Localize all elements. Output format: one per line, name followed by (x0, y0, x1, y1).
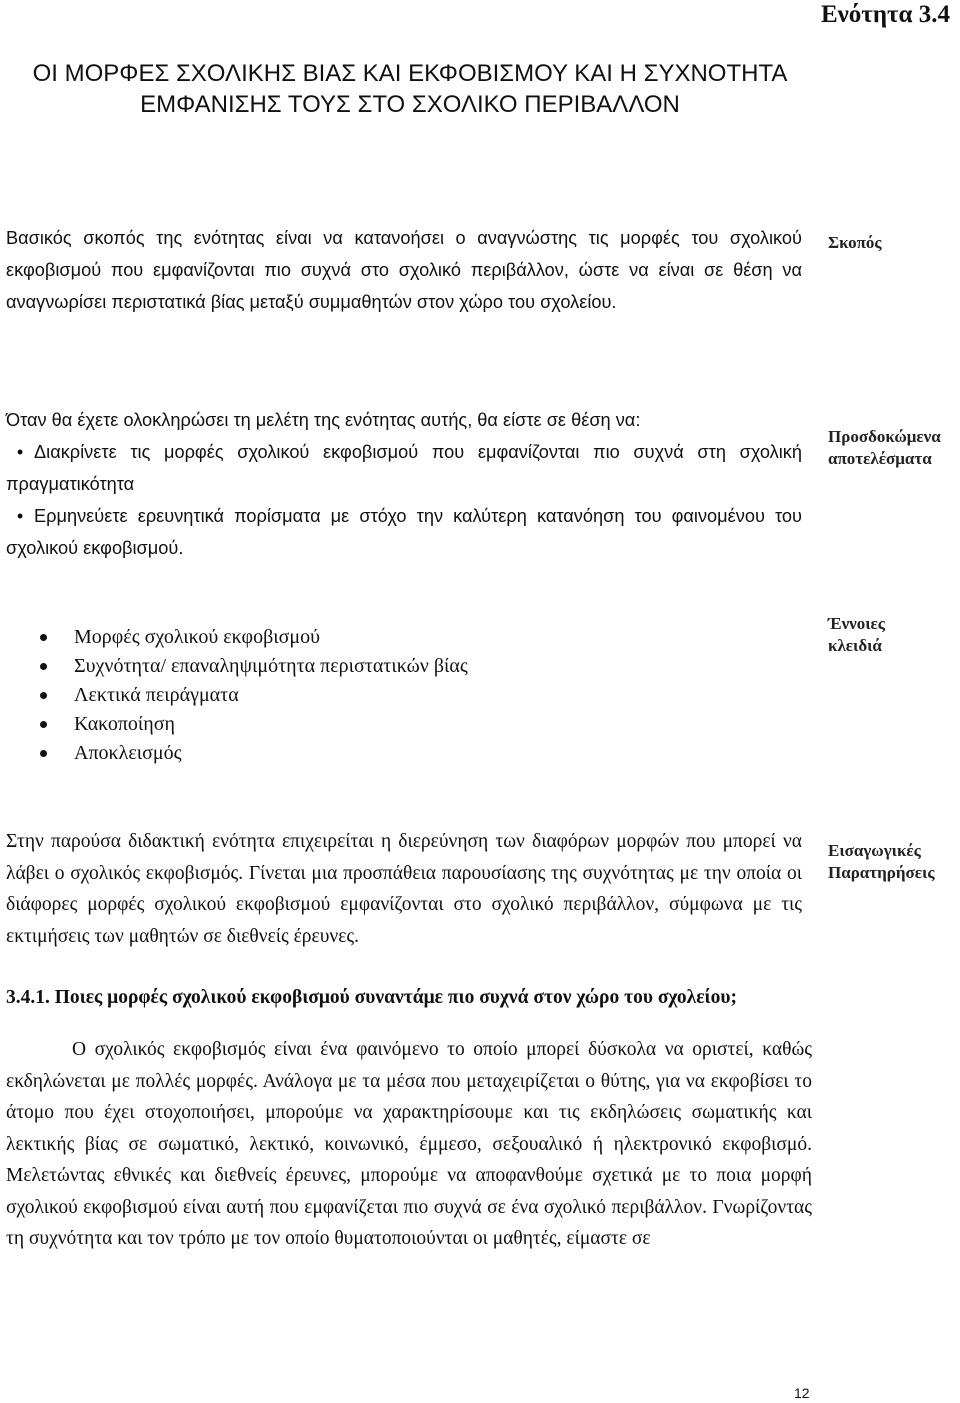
keywords-block (6, 623, 802, 768)
bullet-dot-icon (40, 750, 47, 757)
outcome-item: • Ερμηνεύετε ερευνητικά πορίσματα με στόχο την καλύτερη κατανόηση του φαινομένου του σχολικού εκφοβισμού. (6, 500, 802, 564)
page-title: ΟΙ ΜΟΡΦΕΣ ΣΧΟΛΙΚΗΣ ΒΙΑΣ ΚΑΙ ΕΚΦΟΒΙΣΜΟΥ ΚΑΙ Η ΣΥΧΝΟΤΗΤΑ ΕΜΦΑΝΙΣΗΣ ΤΟΥΣ ΣΤΟ ΣΧΟΛΙΚΟ ΠΕΡΙΒΑΛΛΟΝ (32, 60, 788, 118)
list-item: Αποκλεισμός (6, 739, 802, 768)
bullet-dot-icon (40, 721, 47, 728)
intro-remarks-block (6, 826, 802, 952)
bullet-dot-icon (40, 634, 47, 641)
intro-remarks-side-label: Εισαγωγικές Παρατηρήσεις (828, 841, 935, 882)
purpose-text: Βασικός σκοπός της ενότητας είναι να κατανοήσει ο αναγνώστης τις μορφές του σχολικού εκφοβισμού που εμφανίζονται πιο συχνά στο σχολικό περιβάλλον, ώστε να είναι σε θέση να αναγνωρίσει περιστατικά βίας μεταξύ συμμαθητών στον χώρο του σχολείου. (6, 228, 802, 312)
bullet-icon: • (16, 442, 24, 462)
list-item: Συχνότητα/ επαναληψιμότητα περιστατικών βίας (6, 652, 802, 681)
intro-remarks-text: Στην παρούσα διδακτική ενότητα επιχειρείται η διερεύνηση των διαφόρων μορφών που μπορεί να λάβει ο σχολικός εκφοβισμός. Γίνεται μια προσπάθεια παρουσίασης της συχνότητας με την οποία οι διάφορες μορφές σχολικού εκφοβισμού εμφανίζονται στο σχολικό περιβάλλον, σύμφωνα με τις εκτιμήσεις των μαθητών σε διεθνείς έρευνες. (6, 831, 802, 947)
list-item: Μορφές σχολικού εκφοβισμού (6, 623, 802, 652)
list-item: Λεκτικά πειράγματα (6, 681, 802, 710)
page-number: 12 (794, 1385, 810, 1401)
bullet-dot-icon (40, 663, 47, 670)
section-heading: 3.4.1. Ποιες μορφές σχολικού εκφοβισμού συναντάμε πιο συχνά στον χώρο του σχολείου; (6, 987, 737, 1008)
purpose-side-label: Σκοπός (828, 233, 882, 252)
keywords-list (6, 623, 802, 768)
section-block (6, 982, 812, 1255)
bullet-icon: • (16, 506, 24, 526)
list-item: Κακοποίηση (6, 710, 802, 739)
section-body: Ο σχολικός εκφοβισμός είναι ένα φαινόμενο το οποίο μπορεί δύσκολα να οριστεί, καθώς εκδηλώνεται με πολλές μορφές. Ανάλογα με τα μέσα που μεταχειρίζεται ο θύτης, για να εκφοβίσει το άτομο που έχει στοχοποιήσει, μπορούμε να χαρακτηρίσουμε και τις εκδηλώσεις σωματικής και λεκτικής βίας σε σωματικό, λεκτικό, κοινωνικό, έμμεσο, σεξουαλικό ή ηλεκτρονικό εκφοβισμό. Μελετώντας εθνικές και διεθνείς έρευνες, μπορούμε να αποφανθούμε σχετικά με το ποια μορφή σχολικού εκφοβισμού είναι αυτή που εμφανίζεται πιο συχνά σε ένα σχολικό περιβάλλον. Γνωρίζοντας τη συχνότητα και τον τρόπο με τον οποίο θυματοποιούνται οι μαθητές, είμαστε σε (6, 1039, 812, 1249)
outcomes-intro: Όταν θα έχετε ολοκληρώσει τη μελέτη της ενότητας αυτής, θα είστε σε θέση να: (6, 410, 641, 430)
keywords-side-label: Έννοιες κλειδιά (828, 614, 885, 655)
purpose-block (6, 222, 802, 318)
outcomes-block (6, 404, 802, 564)
outcomes-side-label: Προσδοκώμενα αποτελέσματα (828, 427, 941, 468)
outcome-item: • Διακρίνετε τις μορφές σχολικού εκφοβισμού που εμφανίζονται πιο συχνά στη σχολική πραγματικότητα (6, 436, 802, 500)
bullet-dot-icon (40, 692, 47, 699)
unit-label: Ενότητα 3.4 (820, 1, 950, 28)
